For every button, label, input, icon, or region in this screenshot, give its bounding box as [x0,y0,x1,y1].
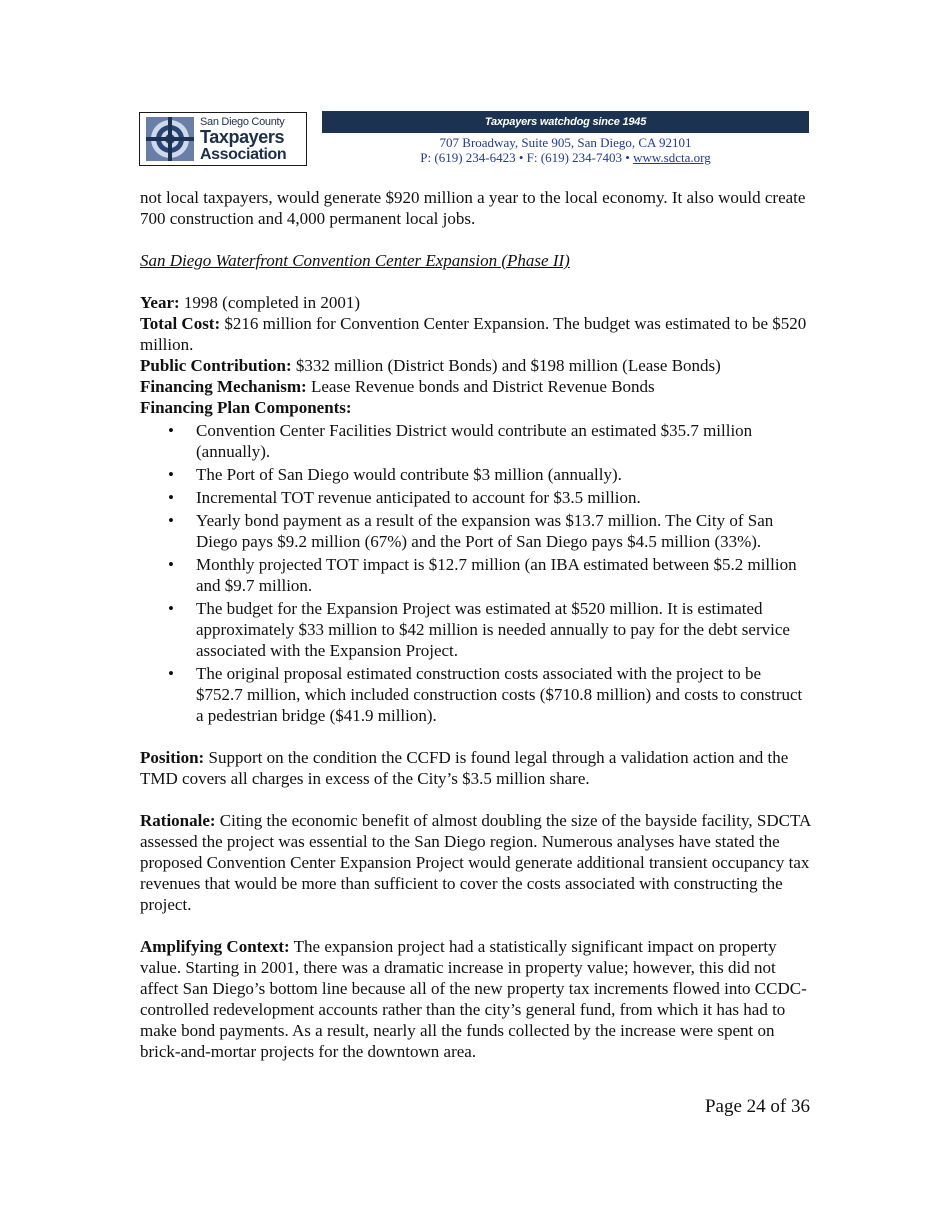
list-item: • Yearly bond payment as a result of the expansion was $13.7 million. The City of San Diego pays $9.2 million (67%) and the Port of San Diego pays $4.5 million (33%). [140,510,812,552]
list-item: • Incremental TOT revenue anticipated to account for $3.5 million. [140,487,812,508]
tagline-bar: Taxpayers watchdog since 1945 [322,111,809,133]
amplifying-context-paragraph [140,936,812,1062]
section-heading [140,250,812,271]
page-body [140,187,812,1062]
field-label: Year: [140,293,180,312]
section-title: San Diego Waterfront Convention Center Expansion (Phase II) [140,251,570,270]
logo-line-association: Association [200,146,287,163]
page-number: Page 24 of 36 [704,1096,810,1117]
intro-paragraph: not local taxpayers, would generate $920 million a year to the local economy. It also would create 700 construction and 4,000 permanent local jobs. [140,188,806,228]
field-value: $216 million for Convention Center Expansion. The budget was estimated to be $520 million. [140,314,807,354]
field-label: Public Contribution: [140,356,292,375]
position-text: Support on the condition the CCFD is found legal through a validation action and the TMD covers all charges in excess of the City’s $3.5 million share. [140,748,789,788]
field-value: $332 million (District Bonds) and $198 million (Lease Bonds) [291,356,721,375]
field-label: Total Cost: [140,314,221,333]
amplifying-label: Amplifying Context: [140,937,290,956]
position-label: Position: [140,748,205,767]
phone-fax-line [322,150,809,165]
contact-block [322,135,809,165]
field-financing-mechanism [140,376,812,397]
rationale-paragraph [140,810,812,915]
project-facts [140,292,812,418]
phone-fax-text: P: (619) 234-6423 • F: (619) 234-7403 • [420,150,634,165]
logo-emblem-icon [146,117,194,161]
financing-components-list [140,420,812,726]
position-paragraph [140,747,812,789]
field-total-cost [140,313,812,355]
field-value: 1998 (completed in 2001) [179,293,361,312]
logo-line-taxpayers: Taxpayers [200,127,285,147]
sdcta-logo [139,112,307,166]
street-address: 707 Broadway, Suite 905, San Diego, CA 92101 [439,135,692,150]
letterhead [139,111,809,169]
list-item: • The original proposal estimated construction costs associated with the project to be $752.7 million, which included construction costs ($710.8 million) and costs to construct a pedestrian bridge ($41.9 million). [140,663,812,726]
rationale-label: Rationale: [140,811,216,830]
field-public-contribution [140,355,812,376]
field-label: Financing Plan Components: [140,398,352,417]
field-financing-plan [140,397,812,418]
amplifying-text: The expansion project had a statistically significant impact on property value. Starting in 2001, there was a dramatic increase in property value; however, this did not affect San Diego’s bottom line because all of the new property tax increments flowed into CCDC-controlled redevelopment accounts rather than the city’s general fund, from which it has had to make bond payments. As a result, nearly all the funds collected by the increase were spent on brick-and-mortar projects for the downtown area. [140,937,807,1061]
logo-line-county: San Diego County [200,116,285,128]
rationale-text: Citing the economic benefit of almost doubling the size of the bayside facility, SDCTA assessed the project was essential to the San Diego region. Numerous analyses have stated the proposed Convention Center Expansion Project would generate additional transient occupancy tax revenues that would be more than sufficient to cover the costs associated with constructing the project. [140,811,811,914]
field-year [140,292,812,313]
list-item: • The Port of San Diego would contribute $3 million (annually). [140,464,812,485]
list-item: • Convention Center Facilities District would contribute an estimated $35.7 million (annually). [140,420,812,462]
field-value: Lease Revenue bonds and District Revenue Bonds [306,377,655,396]
list-item: • The budget for the Expansion Project was estimated at $520 million. It is estimated approximately $33 million to $42 million is needed annually to pay for the debt service associated with the Expansion Project. [140,598,812,661]
logo-wordmark [200,116,308,163]
field-label: Financing Mechanism: [140,377,307,396]
list-item: • Monthly projected TOT impact is $12.7 million (an IBA estimated between $5.2 million and $9.7 million. [140,554,812,596]
website-link[interactable]: www.sdcta.org [633,150,711,165]
